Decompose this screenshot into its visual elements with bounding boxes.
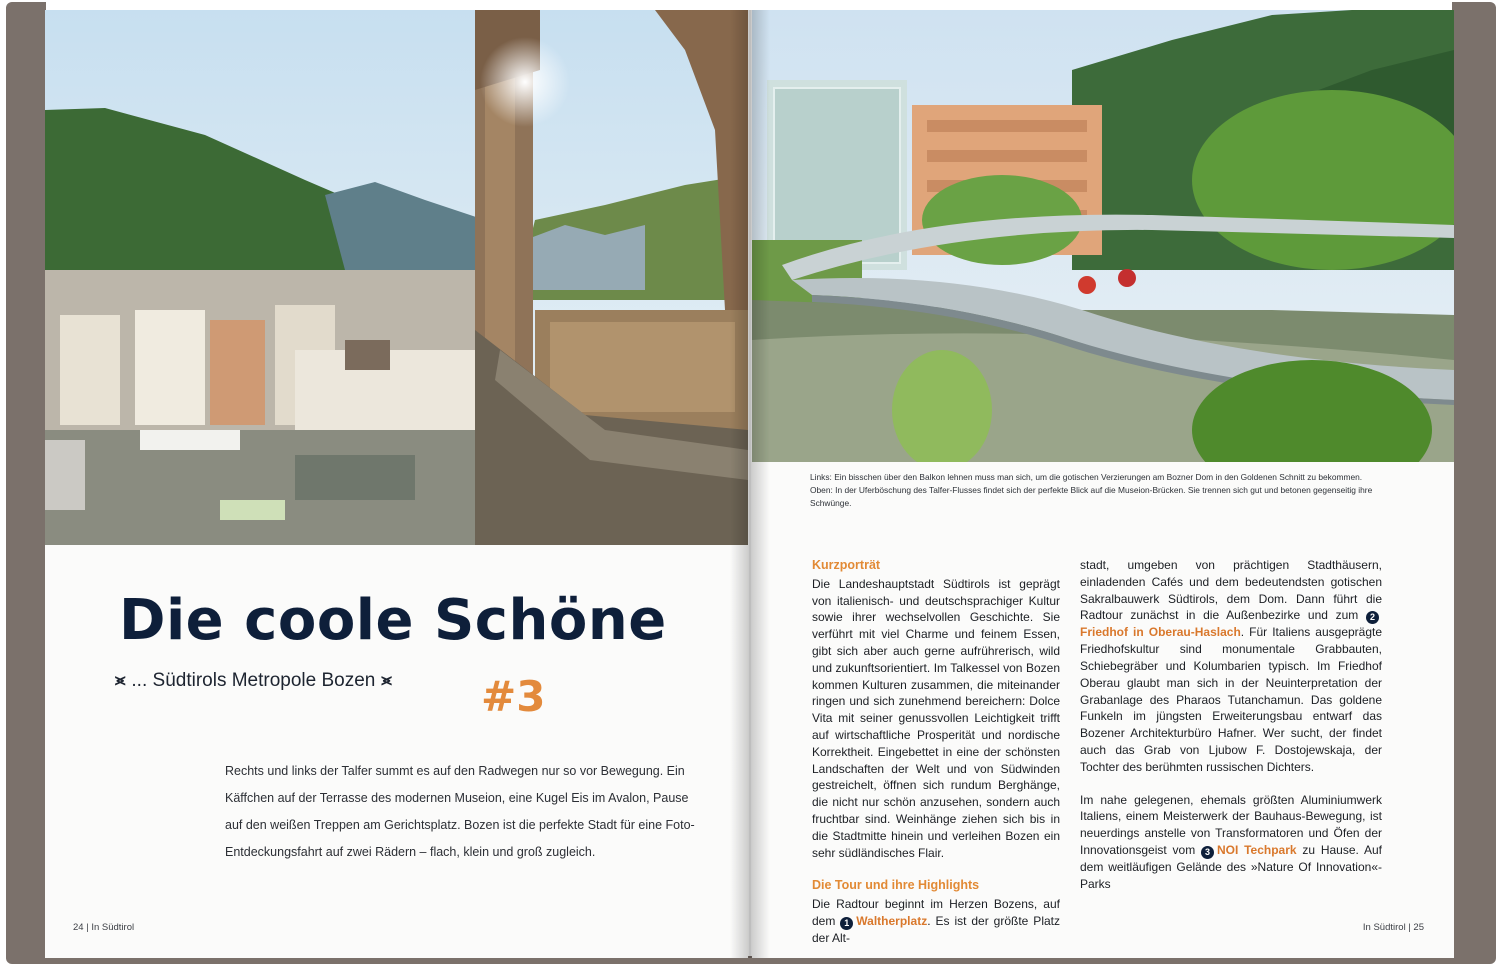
- dash-ornament-icon: ⪤: [381, 672, 392, 689]
- dash-ornament-icon: ⪤: [115, 672, 126, 689]
- tour-text-end: . Es ist der größte Platz der Alt-: [812, 913, 1060, 945]
- page-folio-right: In Südtirol | 25: [1362, 922, 1424, 933]
- text-column-1: [812, 557, 1060, 947]
- location-link-waltherplatz[interactable]: Waltherplatz: [856, 913, 928, 928]
- subtitle-text: ... Südtirols Metropole Bozen: [131, 670, 376, 691]
- text-column-2: [1080, 557, 1382, 893]
- book-cover-left: [6, 2, 46, 964]
- col2-p1-end: . Für Italiens ausgeprägte Friedhofskultur sind monumentale Grabbauten, Schiebegräber und Kolumbarien typisch. Im Friedhof Oberau glaubt man sich in der Neuinterpretation der Grabanlage des Pharaos Tutanchamun. Das goldene Funkeln im jüngsten Erweiterungsbau entwarf das Bozener Architekturbüro Hafner. Wer sucht, der findet auch das Grab von Ljubow F. Dostojewskaja, der Tochter des berühmten russischen Dichters.: [1080, 625, 1383, 774]
- left-page: [45, 10, 748, 958]
- tour-text-start: Die Radtour beginnt im Herzen Bozens, auf dem: [812, 897, 1060, 928]
- book-cover-right: [1452, 2, 1496, 964]
- chapter-number: #3: [481, 672, 546, 721]
- museion-bridge-photo: [752, 10, 1454, 462]
- location-link-friedhof[interactable]: Friedhof in Oberau-Haslach: [1080, 625, 1241, 640]
- article-subtitle: [115, 670, 392, 692]
- col2-p2-end: zu Hause. Auf dem weitläufigen Gelände des »Nature Of Innovation«-Parks: [1080, 842, 1382, 891]
- page-folio-left: 24 | In Südtirol: [73, 922, 135, 933]
- col2-p1-start: stadt, umgeben von prächtigen Stadthäusern, einladenden Cafés und dem bedeutendsten gotischen Sakralbauwerk Südtirols, dem Dom. Dann führt die Radtour zunächst in die Außenbezirke und zum: [1080, 558, 1382, 623]
- section-text-tour: [812, 896, 1060, 947]
- right-page: [752, 10, 1454, 958]
- bozen-cathedral-balcony-photo: [45, 10, 748, 545]
- col2-p2-start: Im nahe gelegenen, ehemals größten Aluminiumwerk Italiens, einem Meisterwerk der Bauhaus-Bewegung, ist neuerdings anstelle von Transformatoren und Öfen der Innovationsgeist vom: [1080, 792, 1382, 857]
- intro-paragraph: Rechts und links der Talfer summt es auf den Radwegen nur so vor Bewegung. Ein Käffchen auf der Terrasse des modernen Museion, eine Kugel Eis im Avalon, Pause auf den weißen Treppen am Gerichtsplatz. Bozen ist die perfekte Stadt für eine Foto-Entdeckungsfahrt auf zwei Rädern – flach, klein und groß zugleich.: [225, 764, 695, 859]
- column2-paragraph-1: [1080, 557, 1382, 776]
- section-text-kurzportraet: Die Landeshauptstadt Südtirols ist geprägt von italienisch- und deutschsprachiger Kultur sowie ihrer wechselvollen Geschichte. Sie verführt mit viel Charme und feinem Essen, gibt sich aber auch gerne aufrührerisch, wild und zukunftsorientiert. Im Talkessel von Bozen kommen Kulturen zusammen, die miteinander ringen und sich zunehmend bereichern: Dolce Vita mit seiner genussvollen Leichtigkeit trifft auf wirtschaftliche Prosperität und nordische Korrektheit. Eingebettet in eine der schönsten Landschaften der Welt und von Südwinden gestreichelt, öffnen sich rundum Berghänge, die nicht nur schön anzusehen, sondern auch fruchtbar sind. Weinhänge ziehen sich bis in die Stadtmitte hinein und verleihen Bozen ein sehr südländisches Flair.: [812, 576, 1060, 860]
- location-number-3-icon: 3: [1201, 846, 1214, 859]
- photo-caption: Links: Ein bisschen über den Balkon lehnen muss man sich, um die gotischen Verzierungen am Bozner Dom in den Goldenen Schnitt zu bekommen. Oben: In der Uferböschung des Talfer-Flusses findet sich der perfekte Blick auf die Museion-Brücken. Sie trennen sich gut und betonen gegenseitig ihre Schwünge.: [810, 472, 1373, 509]
- location-number-1-icon: 1: [840, 917, 853, 930]
- section-heading-tour: Die Tour und ihre Highlights: [812, 878, 980, 893]
- column2-paragraph-2: [1080, 792, 1382, 893]
- section-heading-kurzportraet: Kurzporträt: [812, 558, 881, 572]
- location-number-2-icon: 2: [1366, 611, 1379, 624]
- article-title: Die coole Schöne: [119, 588, 667, 653]
- location-link-noi-techpark[interactable]: NOI Techpark: [1216, 842, 1297, 857]
